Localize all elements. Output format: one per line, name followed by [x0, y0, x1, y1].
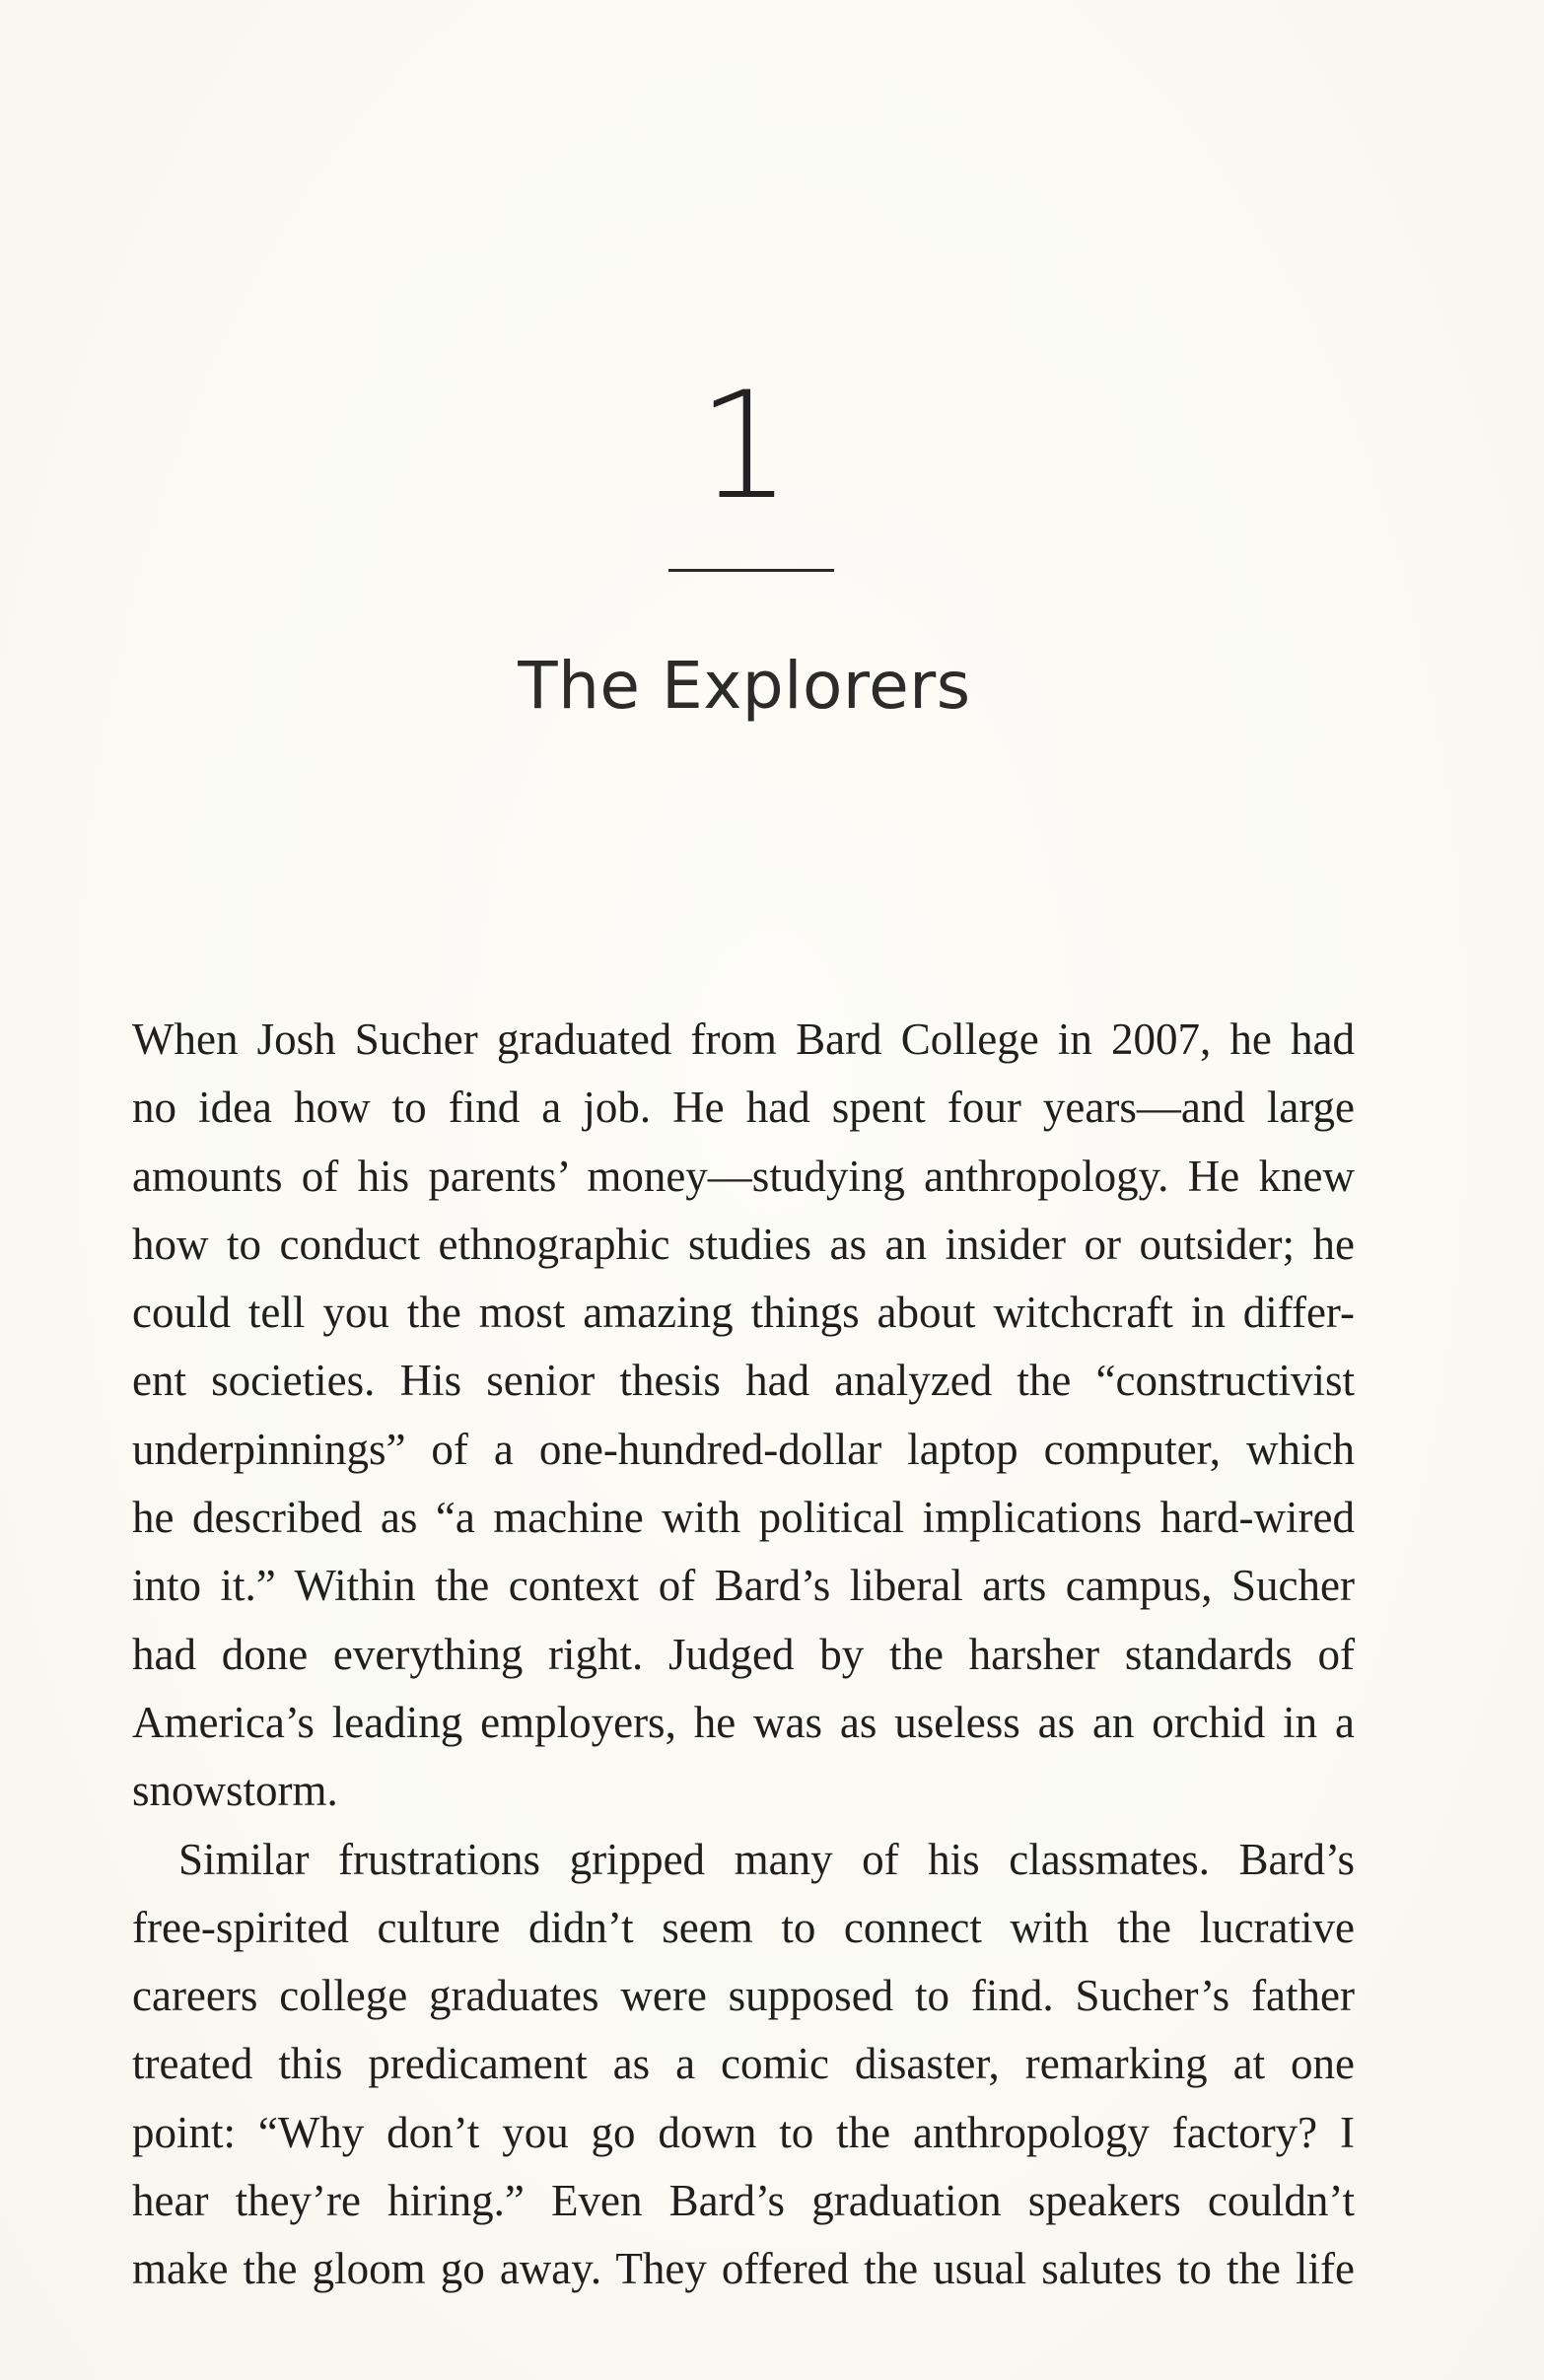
- text-line: could tell you the most amazing things about witchcraft in differ-: [132, 1288, 1355, 1338]
- text-line: When Josh Sucher graduated from Bard College in 2007, he had: [132, 1015, 1355, 1064]
- text-line: hear they’re hiring.” Even Bard’s graduation speakers couldn’t: [132, 2176, 1355, 2226]
- text-line: underpinnings” of a one-hundred-dollar laptop computer, which: [132, 1424, 1355, 1474]
- chapter-title: The Explorers: [518, 648, 971, 724]
- text-line: he described as “a machine with political implications hard-wired: [132, 1493, 1355, 1543]
- chapter-number: 1: [697, 361, 792, 532]
- text-line: free-spirited culture didn’t seem to connect with the lucrative: [132, 1902, 1355, 1952]
- text-line: make the gloom go away. They offered the usual salutes to the life: [132, 2244, 1355, 2294]
- text-line: Similar frustrations gripped many of his classmates. Bard’s: [178, 1834, 1355, 1884]
- text-line: how to conduct ethnographic studies as an insider or outsider; he: [132, 1219, 1355, 1269]
- text-line: careers college graduates were supposed to find. Sucher’s father: [132, 1971, 1355, 2021]
- chapter-divider: [668, 569, 834, 572]
- text-line: snowstorm.: [132, 1766, 338, 1816]
- text-line: point: “Why don’t you go down to the anthropology factory? I: [132, 2107, 1355, 2157]
- text-line: into it.” Within the context of Bard’s liberal arts campus, Sucher: [132, 1561, 1355, 1611]
- text-line: treated this predicament as a comic disaster, remarking at one: [132, 2039, 1355, 2089]
- paragraph-2: [132, 1826, 1355, 2304]
- paragraph-1: [132, 1006, 1355, 1826]
- text-line: amounts of his parents’ money—studying anthropology. He knew: [132, 1151, 1355, 1201]
- body-text: [132, 1006, 1355, 2304]
- text-line: ent societies. His senior thesis had analyzed the “constructivist: [132, 1356, 1355, 1406]
- text-line: had done everything right. Judged by the harsher standards of: [132, 1629, 1355, 1679]
- text-line: America’s leading employers, he was as useless as an orchid in a: [132, 1697, 1355, 1747]
- text-line: no idea how to find a job. He had spent four years—and large: [132, 1083, 1355, 1133]
